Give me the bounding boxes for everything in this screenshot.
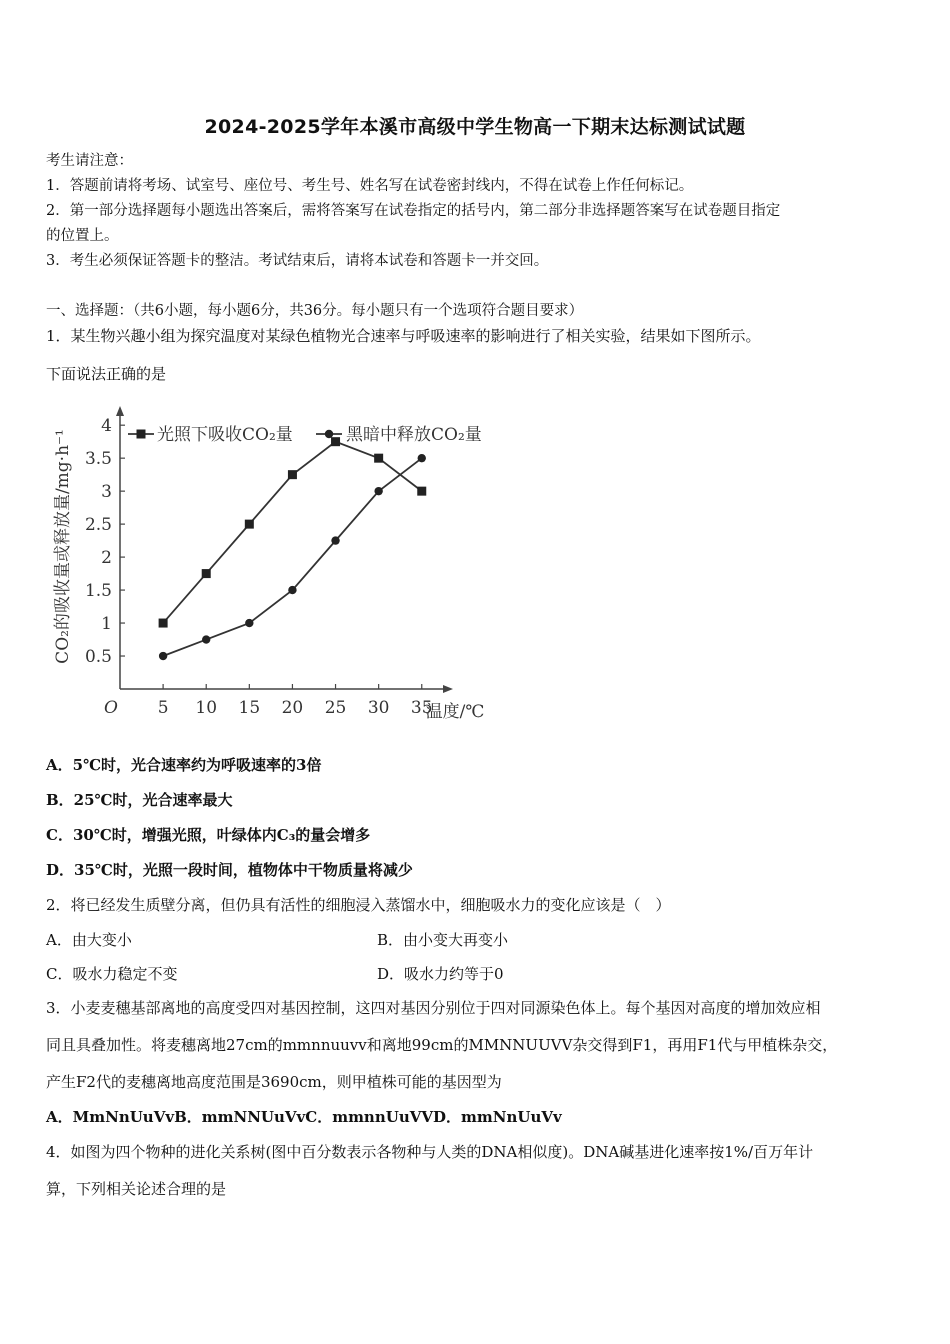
- x-tick-label: 30: [367, 698, 390, 718]
- y-tick-label: 1: [101, 614, 112, 635]
- notice-item-2-cont: 的位置上。: [46, 228, 119, 244]
- co2-temperature-chart: [44, 392, 514, 732]
- x-tick-label: 20: [281, 698, 304, 718]
- y-tick-label: 2: [101, 548, 112, 569]
- q3-stem-line1: 3．小麦麦穗基部离地的高度受四对基因控制，这四对基因分别位于四对同源染色体上。每个基因对高度的增加效应相: [46, 999, 821, 1017]
- q2-option-b: B．由小变大再变小: [377, 931, 509, 949]
- y-axis-label: CO₂的吸收量或释放量/mg·h⁻¹: [53, 429, 73, 664]
- q2-stem: 2．将已经发生质壁分离，但仍具有活性的细胞浸入蒸馏水中，细胞吸水力的变化应该是（ ）: [46, 896, 671, 914]
- q1-option-d: D．35℃时，光照一段时间，植物体中干物质量将减少: [46, 861, 413, 879]
- series-2-point: [159, 652, 167, 660]
- q1-stem-line1: 1．某生物兴趣小组为探究温度对某绿色植物光合速率与呼吸速率的影响进行了相关实验，结果如下图所示。: [46, 327, 761, 345]
- origin-label: O: [104, 698, 118, 718]
- series-1-point: [331, 437, 340, 446]
- y-tick-label: 0.5: [84, 647, 112, 668]
- x-tick-label: 25: [324, 698, 347, 718]
- y-tick-label: 2.5: [84, 515, 112, 536]
- series-line-1: [163, 442, 422, 623]
- y-tick-label: 3.5: [84, 449, 112, 470]
- series-2-point: [245, 619, 253, 627]
- series-1-point: [245, 520, 254, 529]
- y-tick-label: 3: [101, 482, 112, 503]
- q3-stem-line3: 产生F2代的麦穗离地高度范围是3690cm，则甲植株可能的基因型为: [46, 1073, 502, 1091]
- q4-stem-line1: 4．如图为四个物种的进化关系树(图中百分数表示各物种与人类的DNA相似度)。DNA碱基进化速率按1%/百万年计: [46, 1143, 814, 1161]
- q4-stem-line2: 算，下列相关论述合理的是: [46, 1180, 227, 1198]
- q1-stem-line2: 下面说法正确的是: [46, 365, 167, 383]
- series-2-point: [202, 635, 210, 643]
- series-1-point: [288, 470, 297, 479]
- y-tick-label: 1.5: [84, 581, 112, 602]
- notice-item-1: 1．答题前请将考场、试室号、座位号、考生号、姓名写在试卷密封线内，不得在试卷上作任何标记。: [46, 178, 694, 194]
- series-2-point: [374, 487, 382, 495]
- q1-option-b: B．25℃时，光合速率最大: [46, 791, 233, 809]
- series-2-point: [288, 586, 296, 594]
- series-2-point: [331, 536, 339, 544]
- x-tick-label: 10: [195, 698, 218, 718]
- series-2-point: [418, 454, 426, 462]
- x-axis-arrow: [443, 685, 453, 693]
- legend-label-1: 光照下吸收CO₂量: [157, 425, 293, 445]
- y-tick-label: 4: [101, 416, 112, 437]
- x-tick-label: 5: [157, 698, 169, 718]
- x-tick-label: 35: [410, 698, 433, 718]
- x-tick-label: 15: [238, 698, 261, 718]
- page-title: 2024-2025学年本溪市高级中学生物高一下期末达标测试试题: [204, 116, 746, 138]
- q2-option-a: A．由大变小: [46, 931, 132, 949]
- q1-option-a: A．5℃时，光合速率约为呼吸速率的3倍: [46, 756, 322, 774]
- q2-option-c: C．吸水力稳定不变: [46, 965, 178, 983]
- q3-options: A．MmNnUuVvB．mmNNUuVvC．mmnnUuVVD．mmNnUuVv: [46, 1108, 562, 1126]
- x-axis-label: 温度/℃: [425, 702, 485, 722]
- section-heading: 一、选择题：（共6小题，每小题6分，共36分。每小题只有一个选项符合题目要求）: [46, 303, 584, 319]
- legend-marker-2: [325, 430, 333, 438]
- legend-label-2: 黑暗中释放CO₂量: [346, 425, 482, 445]
- series-line-2: [163, 458, 422, 656]
- series-1-point: [417, 487, 426, 496]
- series-1-point: [374, 454, 383, 463]
- series-1-point: [159, 619, 168, 628]
- q3-stem-line2: 同且具叠加性。将麦穗离地27cm的mmnnuuvv和离地99cm的MMNNUUVV杂交得到F1，再用F1代与甲植株杂交，: [46, 1036, 838, 1054]
- series-1-point: [202, 569, 211, 578]
- notice-item-2: 2．第一部分选择题每小题选出答案后，需将答案写在试卷指定的括号内，第二部分非选择题答案写在试卷题目指定: [46, 203, 781, 219]
- notice-heading: 考生请注意：: [46, 153, 133, 169]
- q1-option-c: C．30℃时，增强光照，叶绿体内C₃的量会增多: [46, 826, 371, 844]
- notice-item-3: 3．考生必须保证答题卡的整洁。考试结束后，请将本试卷和答题卡一并交回。: [46, 253, 549, 269]
- legend-marker-1: [137, 430, 146, 439]
- y-axis-arrow: [116, 406, 124, 416]
- q2-option-d: D．吸水力约等于0: [377, 965, 504, 983]
